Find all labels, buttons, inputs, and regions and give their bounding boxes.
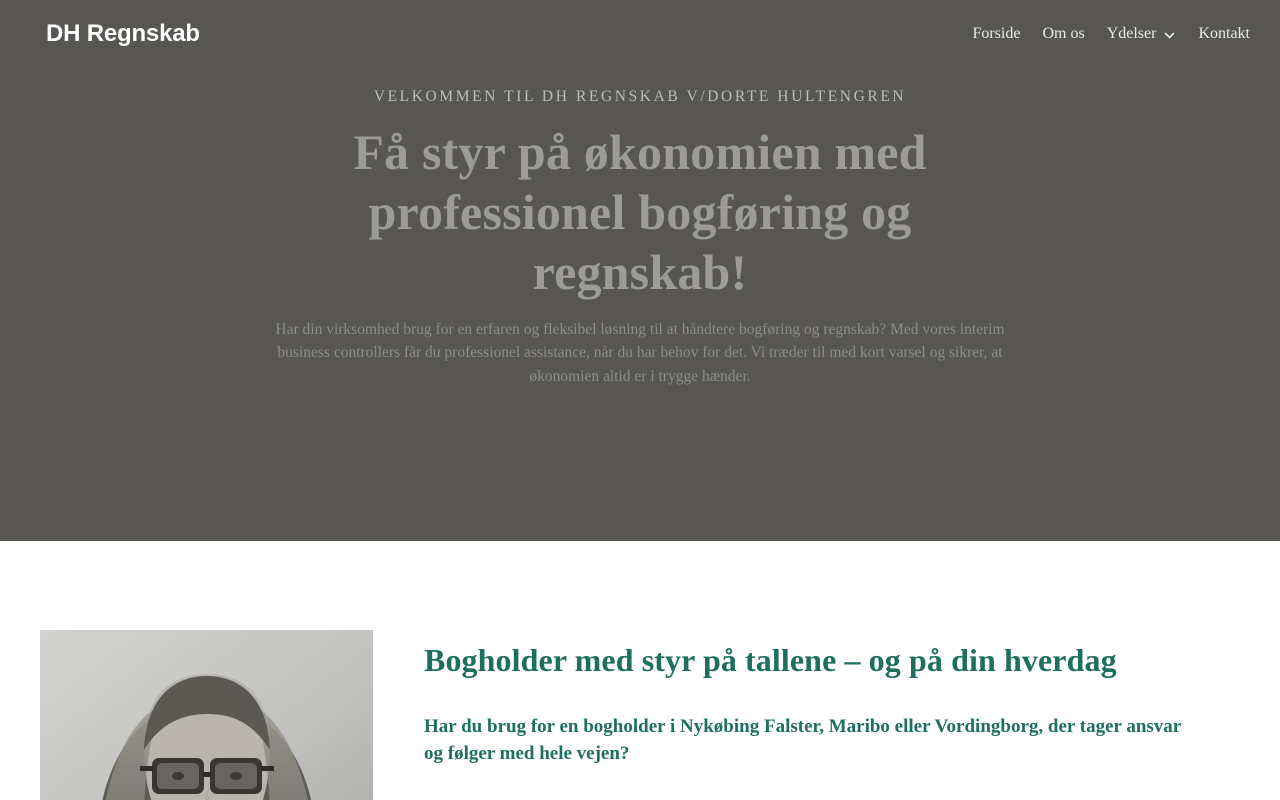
nav-item-kontakt[interactable]: Kontakt (1198, 25, 1250, 42)
section-lead-paragraph: Har du brug for en bogholder i Nykøbing Falster, Maribo eller Vordingborg, der tager ansvar og følger med hele vejen? (424, 716, 1181, 764)
portrait-photo (40, 630, 373, 800)
intro-section (0, 541, 1280, 800)
nav-item-om-os[interactable]: Om os (1042, 25, 1085, 42)
chevron-down-icon[interactable] (1163, 29, 1176, 42)
site-logo[interactable]: DH Regnskab (46, 20, 200, 47)
nav-item-forside[interactable]: Forside (972, 25, 1021, 42)
nav-item-ydelser[interactable] (1107, 25, 1177, 43)
section-heading: Bogholder med styr på tallene – og på din hverdag (424, 642, 1117, 678)
hero-eyebrow: VELKOMMEN TIL DH REGNSKAB V/DORTE HULTENGREN (373, 88, 907, 105)
intro-text-column (424, 630, 1184, 800)
nav-item-ydelser-label[interactable]: Ydelser (1106, 25, 1157, 42)
hero-subtitle: Har din virksomhed brug for en erfaren og fleksibel løsning til at håndtere bogføring og regnskab? Med vores interim business controllers får du professionel assistance, når du har behov for det. Vi træder til med kort varsel og sikrer, at økonomien altid er i trygge hænder. (275, 320, 1005, 385)
portrait-illustration (40, 630, 373, 800)
hero-content (0, 86, 1280, 388)
main-navigation (972, 25, 1250, 43)
site-header (0, 0, 1280, 68)
hero-title: Få styr på økonomien med professionel bogføring og regnskab! (353, 123, 927, 300)
